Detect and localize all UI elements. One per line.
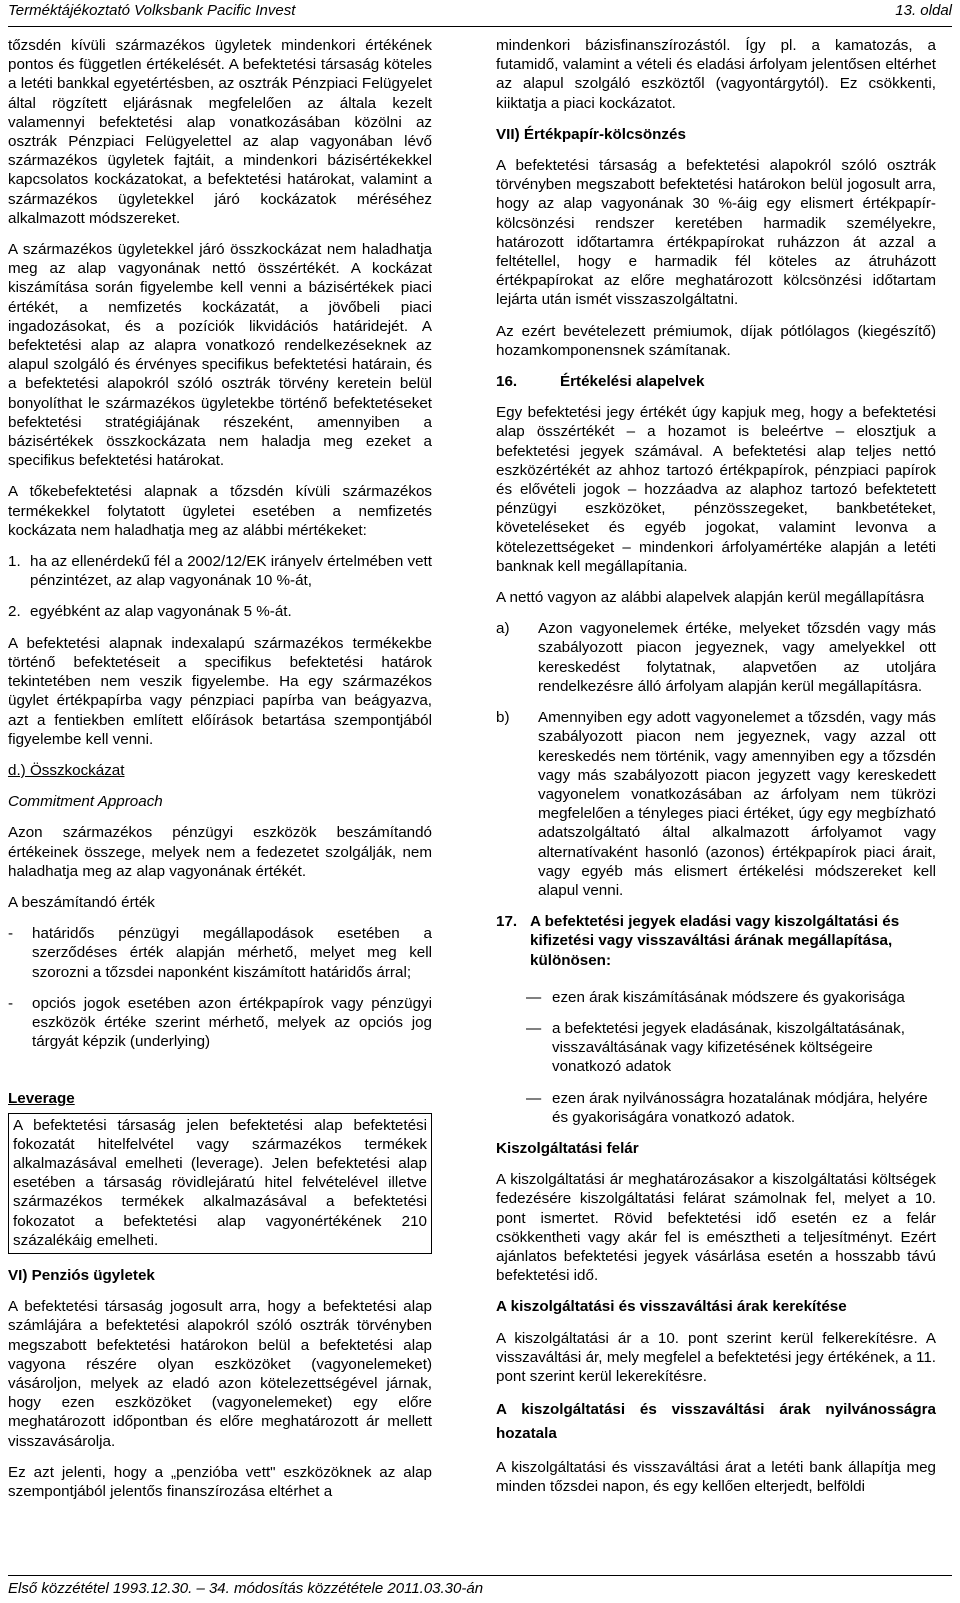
document-title: Terméktájékoztató Volksbank Pacific Invest bbox=[8, 2, 296, 19]
page-number: 13. oldal bbox=[895, 2, 952, 19]
left-column bbox=[8, 36, 432, 1501]
section-heading: d.) Összkockázat bbox=[8, 761, 125, 779]
paragraph: A tőkebefektetési alapnak a tőzsdén kívüli származékos termékekkel folytatott ügyletei esetében a nemfizetés kockázata nem haladhatja meg az alábbi mértékeket: bbox=[8, 483, 432, 539]
paragraph: A kiszolgáltatási és visszaváltási árat a letéti bank állapítja meg minden tőzsdei napon, és egy kellően elterjedt, belföldi bbox=[496, 1459, 936, 1496]
section-heading: Kiszolgáltatási felár bbox=[496, 1139, 639, 1157]
subheading: Commitment Approach bbox=[8, 793, 163, 811]
paragraph: A származékos ügyletekkel járó összkockázat nem haladhatja meg az alap vagyonának nettó összértékét. A kockázat kiszámítása során figyelembe kell venni a bázisértékek piaci értékét, a nemfizetés kockázatát, a jövőbeli piaci ingadozásokat, és a pozíciók likvidációs határidejét. A befektetési alap az alapra vonatkozó rendelkezéseknek az alapul szolgáló és érvényes specifikus befektetési határain, és a befektetési alapokról szóló osztrák törvény keretein belül bonyolíthat le származékos ügyletekbe történő befektetéseket befektetési stratégiájának részeként, amennyiben a bázisértékek összkockázata nem haladja meg ezeket a specifikus befektetési határokat. bbox=[8, 241, 432, 470]
section-heading: VII) Értékpapír-kölcsönzés bbox=[496, 125, 686, 143]
paragraph: A befektetési alapnak indexalapú származékos termékekbe történő befektetéseit a specifikus befektetési határok tekintetében nem veszik figyelembe. Ha egy származékos ügylet értékpapírba vagy pénzpiaci papírba van beágyazva, azt a fentiekben említett előírások betartása szempontjából figyelembe kell venni. bbox=[8, 634, 432, 748]
numbered-item: 1. ha az ellenérdekű fél a 2002/12/EK irányelv értelmében vett pénzintézet, az alap vagyonának 10 %-át, bbox=[8, 553, 432, 590]
paragraph: A nettó vagyon az alábbi alapelvek alapján kerül megállapításra bbox=[496, 589, 925, 607]
section-heading: A kiszolgáltatási és visszaváltási árak kerekítése bbox=[496, 1298, 847, 1316]
paragraph: A beszámítandó érték bbox=[8, 893, 155, 911]
dash-item: - opciós jogok esetében azon értékpapírok vagy pénzügyi eszközök értéke szerint mérhető, melyek az opciós jog tárgyát képzik (underlying) bbox=[8, 994, 432, 1051]
paragraph: A befektetési társaság a befektetési alapokról szóló osztrák törvényben megszabott befektetési határokon belül jogosult arra, hogy az alap vagyonának 30 %-áig egy elismert értékpapír-kölcsönzési rendszer keretében harmadik személyekre, határozott időtartamra értékpapírokat ruházzon át azzal a feltétellel, hogy e harmadik fél köteles az átruházott értékpapírokat az előre meghatározott kölcsönzési időtartam lejárta után ismét visszaszolgáltatni. bbox=[496, 157, 936, 309]
section-heading: A kiszolgáltatási és visszaváltási árak nyilvánosságra hozatala bbox=[496, 1401, 936, 1443]
paragraph: A kiszolgáltatási ár a 10. pont szerint kerül felkerekítésre. A visszaváltási ár, mely megfelel a befektetési jegy értékének, a 11. pont szerint kerül lekerekítésre. bbox=[496, 1329, 936, 1385]
paragraph: A befektetési társaság jogosult arra, hogy a befektetési alap számlájára a befektetési alapokról szóló osztrák törvényben megszabott befektetési határokon belül a befektetési alap vagyona részére olyan eszközöket (vagyonelemeket) vásároljon, melyek az eladó azon kötelezettségével járnak, hogy ezen eszközöket (vagyonelemeket) egy előre meghatározott időpontban és előre meghatározott ár mellett visszavásárolja. bbox=[8, 1298, 432, 1450]
dash-item: — ezen árak nyilvánosságra hozatalának módjára, helyére és gyakoriságára vonatkozó adatok. bbox=[526, 1089, 928, 1126]
right-column bbox=[496, 36, 936, 1497]
publication-info: Első közzététel 1993.12.30. – 34. módosítás közzététele 2011.03.30-án bbox=[8, 1580, 484, 1597]
paragraph: Egy befektetési jegy értékét úgy kapjuk meg, hogy a befektetési alap összértékét – a hozamot is beleértve – elosztjuk a befektetési jegyek számával. A befektetési alap teljes nettó eszközértékét az ahhoz tartozó értékpapírok, pénzpiaci papírok és elővételi jogok – hozzáadva az alaphoz tartozó befektetett pénzügyi eszközöket, pénzösszegeket, bankbetéteket, követeléseket és egyéb jogokat, valamint levonva a kötelezettségeket – mindenkori árfolyamértéke alapján a letéti banknak kell megállapítania. bbox=[496, 404, 936, 575]
leverage-box: A befektetési társaság jelen befektetési alap befektetési fokozatát hitelfelvétel vagy származékos termékek alkalmazásával emelheti (leverage). Jelen befektetési alap esetében a társaság rövidlejáratú hitel felvételével illetve származékos termékek alkalmazásával a befektetési fokozatot a befektetési alap vagyonértékének 210 százalékáig emelheti. bbox=[8, 1113, 432, 1254]
paragraph: Az ezért bevételezett prémiumok, díjak pótlólagos (kiegészítő) hozamkomponensnek számítanak. bbox=[496, 322, 936, 359]
lettered-item: a) Azon vagyonelemek értéke, melyeket tőzsdén vagy más szabályozott piacon jegyeznek, vagy amelyekkel ott kereskedést folytatnak, alapvetően az utoljára rendelkezésre álló árfolyam alapján kerül megállapításra. bbox=[496, 620, 936, 695]
dash-item: — ezen árak kiszámításának módszere és gyakorisága bbox=[526, 988, 905, 1006]
paragraph: mindenkori bázisfinanszírozástól. Így pl. a kamatozás, a futamidő, valamint a vételi és eladási árfolyam jelentősen eltérhet az alapul szolgáló eszköztől (vagyontárgytól). Ez csökkenti, kiiktatja a piaci kockázatot. bbox=[496, 37, 936, 112]
page-footer bbox=[8, 1575, 952, 1600]
section-heading: 16. Értékelési alapelvek bbox=[496, 373, 705, 391]
page-header bbox=[8, 0, 952, 27]
paragraph: Azon származékos pénzügyi eszközök beszámítandó értékeinek összege, melyek nem a fedezetet szolgálják, nem haladhatja meg az alap vagyonának értékét. bbox=[8, 824, 432, 880]
paragraph: A kiszolgáltatási ár meghatározásakor a kiszolgáltatási költségek fedezésére kiszolgáltatási felárat számolnak fel, melyet a 10. pont ismertet. Rövid befektetési idő esetén ez a felár csökkentheti vagy akár fel is emésztheti a teljesítményt. Ezért ajánlatos befektetési jegyek vásárlása esetén a hosszabb távú befektetési idő. bbox=[496, 1171, 936, 1285]
numbered-item: 2. egyébként az alap vagyonának 5 %-át. bbox=[8, 603, 292, 621]
leverage-heading: Leverage bbox=[8, 1090, 75, 1108]
section-heading: VI) Penziós ügyletek bbox=[8, 1266, 155, 1284]
paragraph: tőzsdén kívüli származékos ügyletek mindenkori értékének pontos és független értékelését. A befektetési társaság köteles a letéti bankkal egyetértésben, az osztrák Pénzpiaci Felügyelet által rögzített eljárásnak megfelelően az általa kezelt valamennyi befektetési alap vonatkozásában közölni az osztrák Pénzpiaci Felügyelettel az alap vagyonában lévő származékos ügyletek fajtáit, a mindenkori bázisértékekkel kapcsolatos kockázatokat, a befektetési határokat, valamint a származékos ügyletekkel járó kockázatok méréséhez alkalmazott módszereket. bbox=[8, 37, 432, 227]
section-heading: 17. A befektetési jegyek eladási vagy kiszolgáltatási és kifizetési vagy visszaváltási árának megállapítása, különösen: bbox=[496, 913, 900, 969]
paragraph: Ez azt jelenti, hogy a „penzióba vett" eszközöknek az alap szempontjából jelentős finanszírozása eltérhet a bbox=[8, 1463, 432, 1500]
dash-item: — a befektetési jegyek eladásának, kiszolgáltatásának, visszaváltásának vagy kifizetésének költségeire vonatkozó adatok bbox=[526, 1019, 905, 1076]
dash-item: - határidős pénzügyi megállapodások esetében a szerződéses érték alapján mérhető, melyet meg kell szorozni a tőzsdei naponként kiszámított határidős árral; bbox=[8, 925, 432, 981]
lettered-item: b) Amennyiben egy adott vagyonelemet a tőzsdén, vagy más szabályozott piacon nem jegyeznek, vagy azzal ott kereskedés nem történik, vagy amennyiben egy a tőzsdén vagy más szabályozott piacon jegyzett vagy kereskedett vagyonelem vonatkozásában az árfolyam nem tükrözi megfelelően a tényleges piaci értéket, úgy egy megbízható adatszolgáltató által alkalmazott árfolyamot vagy alternatívaként hasonló (azonos) értékpapírok piaci árait, vagy egyéb más elismert értékelési módszereket kell alapul venni. bbox=[496, 709, 936, 899]
